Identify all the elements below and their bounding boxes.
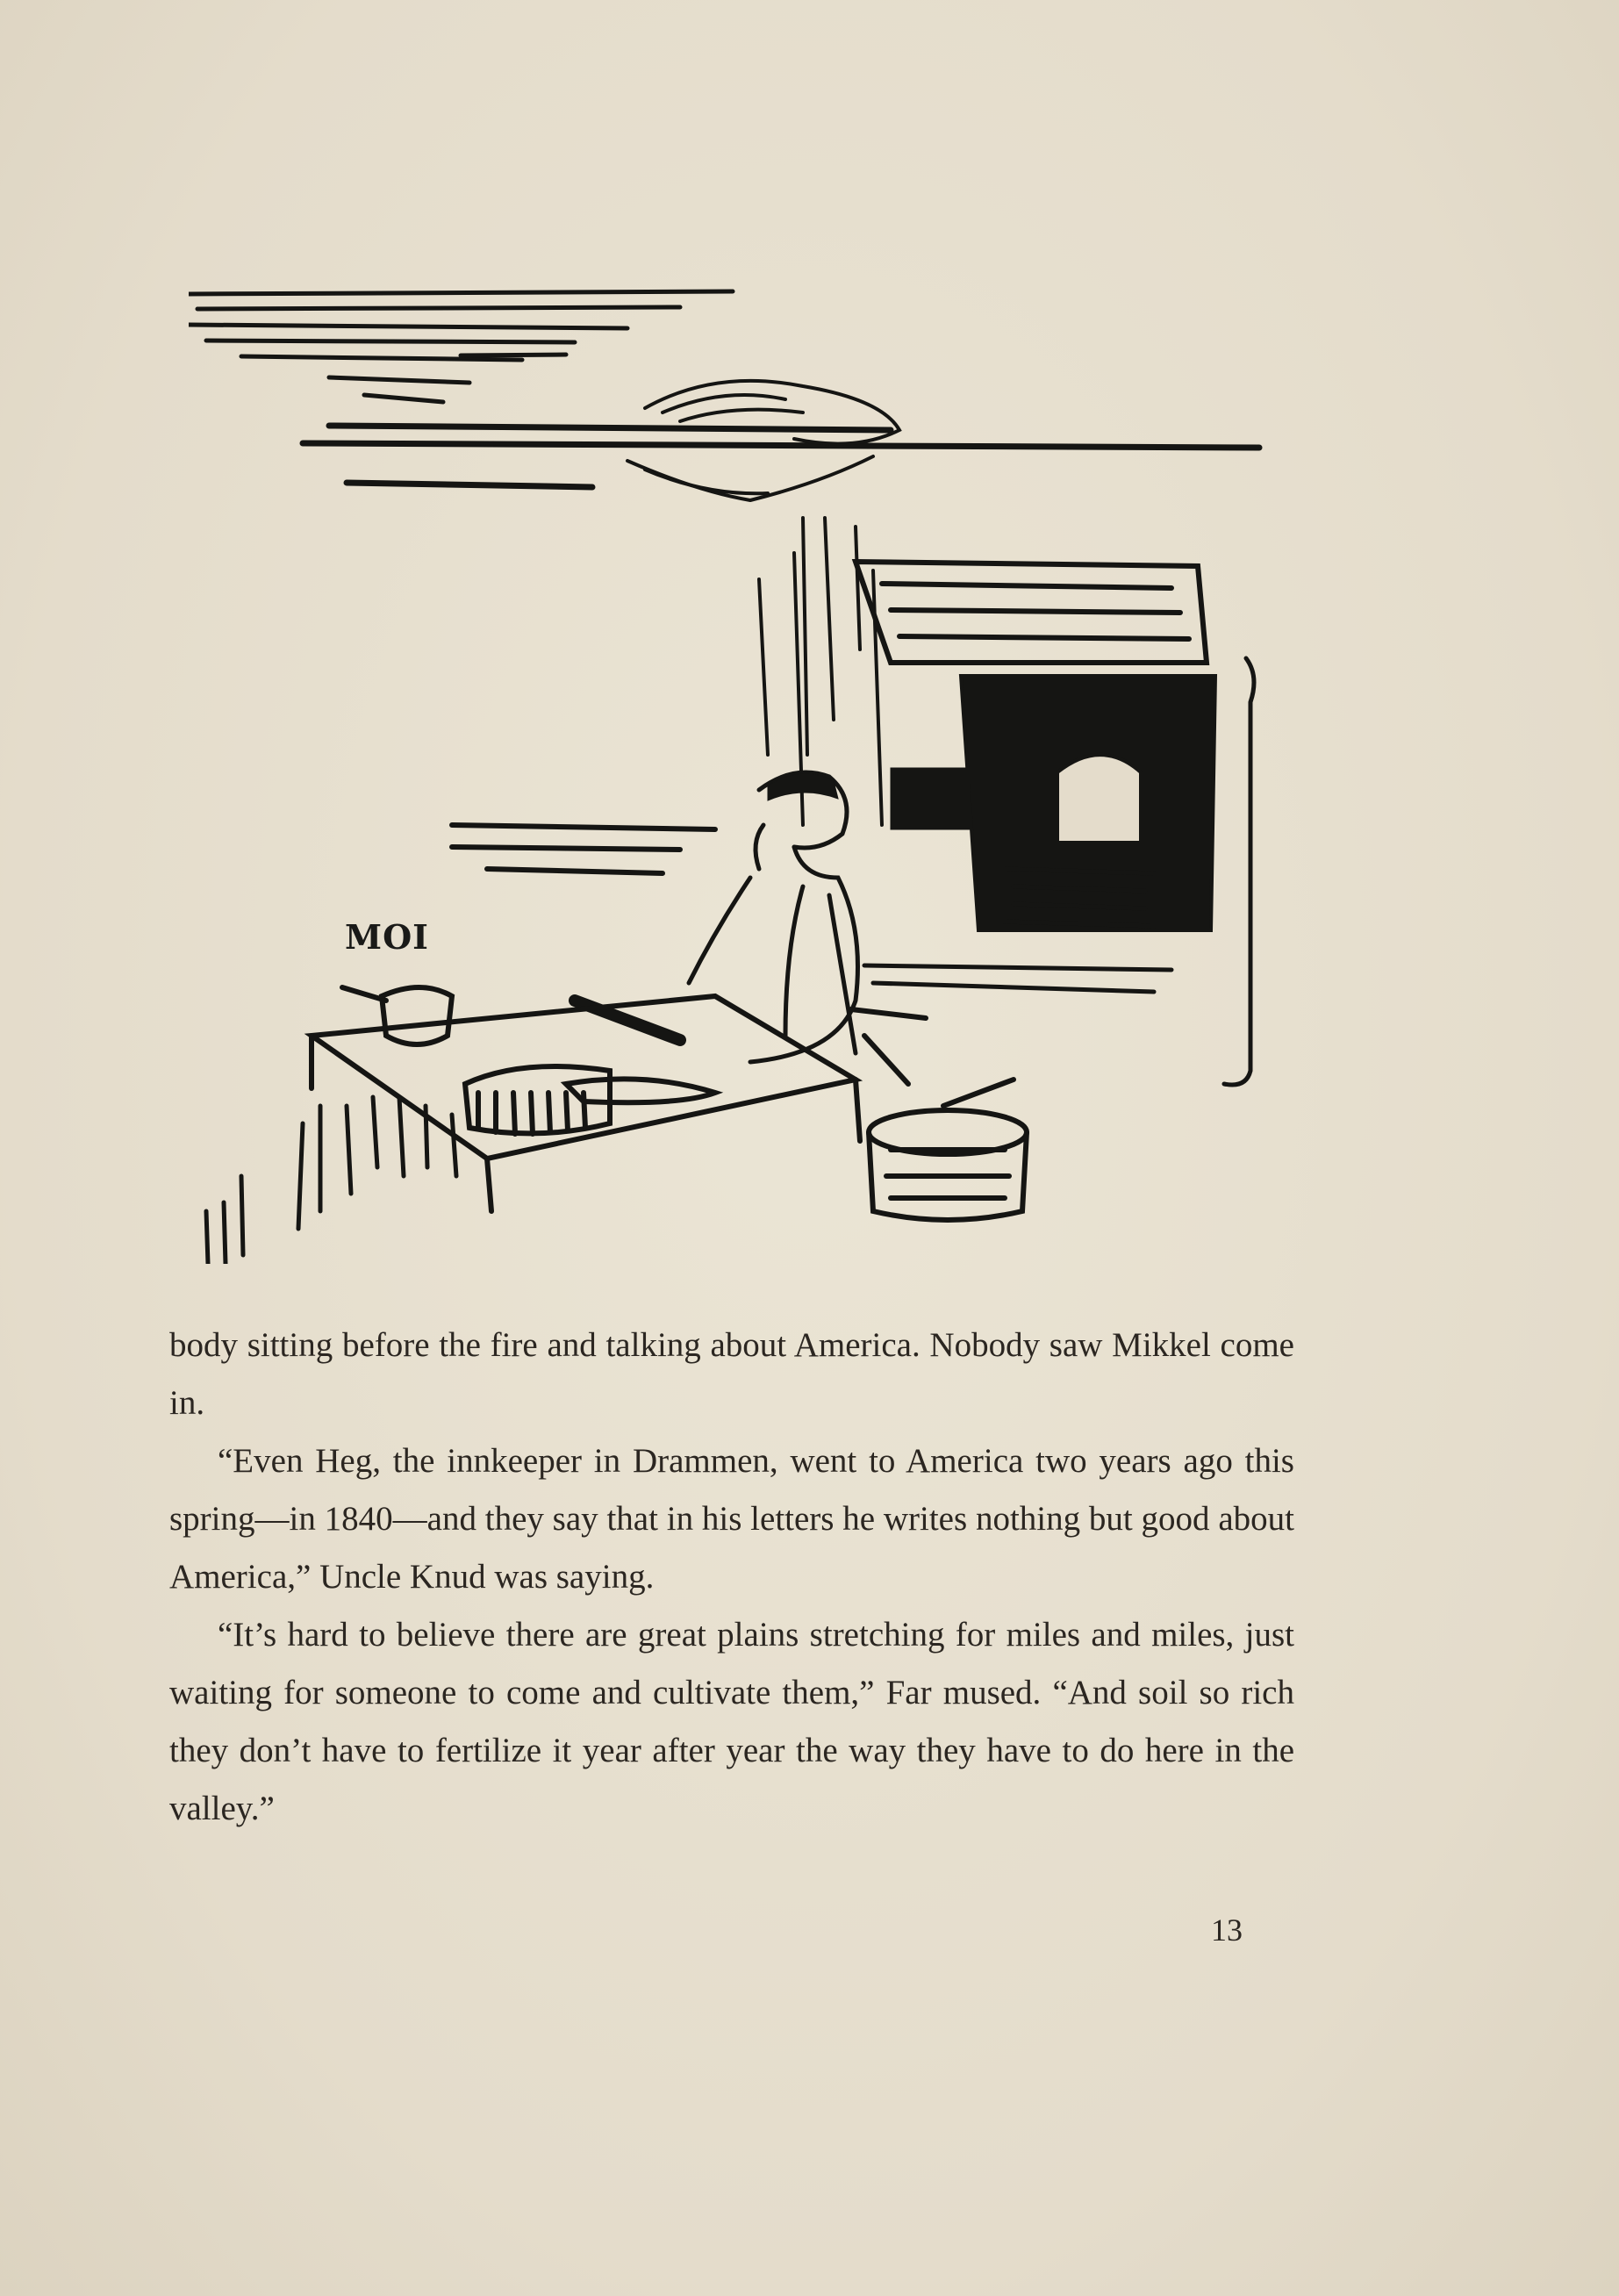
body-text [169,1317,1294,1838]
page-number: 13 [1211,1912,1243,1948]
paragraph: “It’s hard to believe there are great plains stretching for miles and miles, just waiting for someone to come and cultivate them,” Far mused. “And soil so rich they don’t have to fertilize it year after year the way they have to do here in the valley.” [169,1616,1294,1827]
artist-signature: MOI [345,917,429,957]
paragraph: body sitting before the fire and talking about America. Nobody saw Mikkel come in. [169,1326,1294,1422]
paragraph: “Even Heg, the innkeeper in Drammen, went to America two years ago this spring—in 1840—and they say that in his letters he writes nothing but good about America,” Uncle Knud was saying. [169,1442,1294,1596]
woodcut-illustration [189,263,1286,1264]
